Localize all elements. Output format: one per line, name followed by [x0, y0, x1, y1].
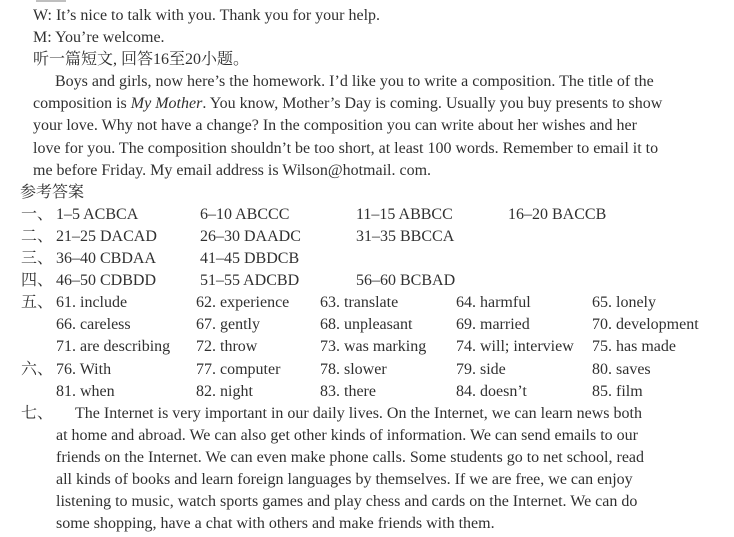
answer-row	[21, 248, 734, 270]
answer-cell: 76. With	[56, 360, 112, 378]
essay-line: at home and abroad. We can also get other kinds of information. We can send emails to our	[56, 426, 638, 444]
answer-row	[21, 314, 734, 336]
answer-cell: 71. are describing	[56, 338, 171, 356]
answer-cell: 81. when	[56, 382, 115, 400]
answer-row	[21, 292, 734, 314]
section-seven-marker: 七、	[21, 404, 54, 422]
dialog-line: M: You’re welcome.	[33, 29, 165, 47]
answer-cell: 80. saves	[592, 360, 651, 378]
answer-row	[21, 359, 734, 381]
answer-cell: 84. doesn’t	[456, 382, 527, 400]
model-essay	[21, 403, 734, 536]
answer-cell: 36–40 CBDAA	[56, 250, 157, 268]
row-marker	[21, 314, 56, 336]
answer-rows	[0, 204, 734, 403]
transcript-line: Boys and girls, now here’s the homework. I’d like you to write a composition. The title of the	[55, 73, 654, 91]
essay-line: The Internet is very important in our daily lives. On the Internet, we can learn news both	[75, 404, 642, 422]
answer-cell: 65. lonely	[592, 294, 656, 312]
answer-cell: 11–15 ABBCC	[356, 205, 453, 223]
answer-cell: 31–35 BBCCA	[356, 227, 455, 245]
row-marker: 六、	[21, 360, 54, 378]
answer-cell: 78. slower	[320, 360, 387, 378]
answer-row	[21, 336, 734, 358]
essay-line: listening to music, watch sports games and play chess and cards on the Internet. We can do	[56, 493, 638, 511]
row-marker	[21, 381, 56, 403]
answer-row	[21, 226, 734, 248]
row-marker: 二、	[21, 227, 54, 245]
monologue-paragraph	[33, 71, 734, 181]
answer-cell: 61. include	[56, 294, 128, 312]
answer-cell: 85. film	[592, 382, 643, 400]
answer-cell: 41–45 DBDCB	[200, 250, 300, 268]
answer-cell: 73. was marking	[320, 338, 427, 356]
transcript-line: love for you. The composition shouldn’t be too short, at least 100 words. Remember to email it to	[33, 139, 659, 157]
transcript-line: me before Friday. My email address is Wilson@hotmail. com.	[33, 161, 432, 179]
answer-cell: 62. experience	[196, 294, 290, 312]
answer-cell: 83. there	[320, 382, 376, 400]
answer-cell: 26–30 DAADC	[200, 227, 301, 245]
row-marker: 四、	[21, 272, 54, 290]
transcript-line: composition is My Mother. You know, Mother’s Day is coming. Usually you buy presents to show	[33, 95, 663, 113]
row-marker	[21, 336, 56, 358]
answer-key-heading: 参考答案	[20, 183, 85, 201]
essay-line: some shopping, have a chat with others and make friends with them.	[56, 515, 495, 533]
cut-off-text-artifact	[36, 0, 66, 2]
answer-cell: 82. night	[196, 382, 253, 400]
answer-cell: 46–50 CDBDD	[56, 272, 157, 290]
row-marker: 一、	[21, 205, 54, 223]
answer-cell: 67. gently	[196, 316, 260, 334]
italic-title: My Mother	[130, 95, 203, 113]
answer-row	[21, 381, 734, 403]
answer-cell: 77. computer	[196, 360, 281, 378]
essay-lines	[56, 403, 734, 536]
answer-cell: 64. harmful	[456, 294, 531, 312]
answer-row	[21, 270, 734, 292]
answer-cell: 79. side	[456, 360, 506, 378]
row-marker: 五、	[21, 294, 54, 312]
answer-cell: 68. unpleasant	[320, 316, 413, 334]
answer-cell: 69. married	[456, 316, 530, 334]
answer-cell: 6–10 ABCCC	[200, 205, 290, 223]
answer-cell: 72. throw	[196, 338, 258, 356]
listening-transcript	[33, 5, 734, 182]
chinese-instruction: 听一篇短文, 回答16至20小题。	[33, 51, 250, 69]
row-marker: 三、	[21, 250, 54, 268]
answer-cell: 51–55 ADCBD	[200, 272, 300, 290]
answer-cell: 56–60 BCBAD	[356, 272, 456, 290]
answer-cell: 70. development	[592, 316, 699, 334]
essay-line: all kinds of books and learn foreign languages by themselves. If we are free, we can enjoy	[56, 470, 633, 488]
answer-cell: 74. will; interview	[456, 338, 574, 356]
answer-cell: 75. has made	[592, 338, 676, 356]
answer-row	[21, 204, 734, 226]
answer-cell: 63. translate	[320, 294, 399, 312]
dialog-line: W: It’s nice to talk with you. Thank you for your help.	[33, 7, 381, 24]
essay-line: friends on the Internet. We can even make phone calls. Some students go to net school, read	[56, 448, 645, 466]
answer-cell: 1–5 ACBCA	[56, 205, 139, 223]
answer-cell: 21–25 DACAD	[56, 227, 157, 245]
answer-cell: 66. careless	[56, 316, 131, 334]
answer-cell: 16–20 BACCB	[508, 205, 607, 223]
transcript-line: your love. Why not have a change? In the composition you can write about her wishes and her	[33, 117, 637, 135]
dialog-lines	[33, 5, 734, 49]
